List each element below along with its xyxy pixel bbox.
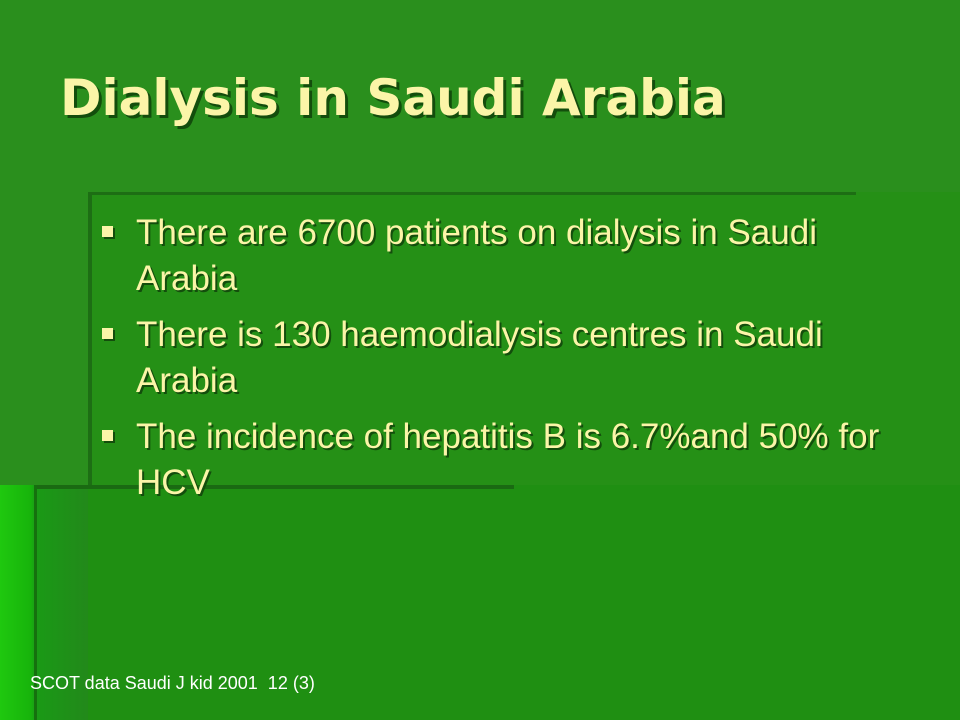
square-bullet-icon — [102, 226, 113, 237]
bullet-text: There is 130 haemodialysis centres in Saudi Arabia — [136, 315, 823, 400]
slide-title: Dialysis in Saudi Arabia — [60, 69, 726, 127]
bullet-item — [100, 312, 920, 404]
panel-edge-left — [88, 192, 92, 488]
bullet-item — [100, 210, 920, 302]
bullet-text: There are 6700 patients on dialysis in Saudi Arabia — [136, 213, 817, 298]
panel-edge-top — [92, 192, 856, 195]
bullet-text: The incidence of hepatitis B is 6.7%and 50% for HCV — [136, 417, 880, 502]
source-footnote: SCOT data Saudi J kid 2001 12 (3) — [30, 673, 315, 693]
square-bullet-icon — [102, 328, 113, 339]
bullet-list — [100, 210, 920, 516]
square-bullet-icon — [102, 430, 113, 441]
bullet-item — [100, 414, 920, 506]
